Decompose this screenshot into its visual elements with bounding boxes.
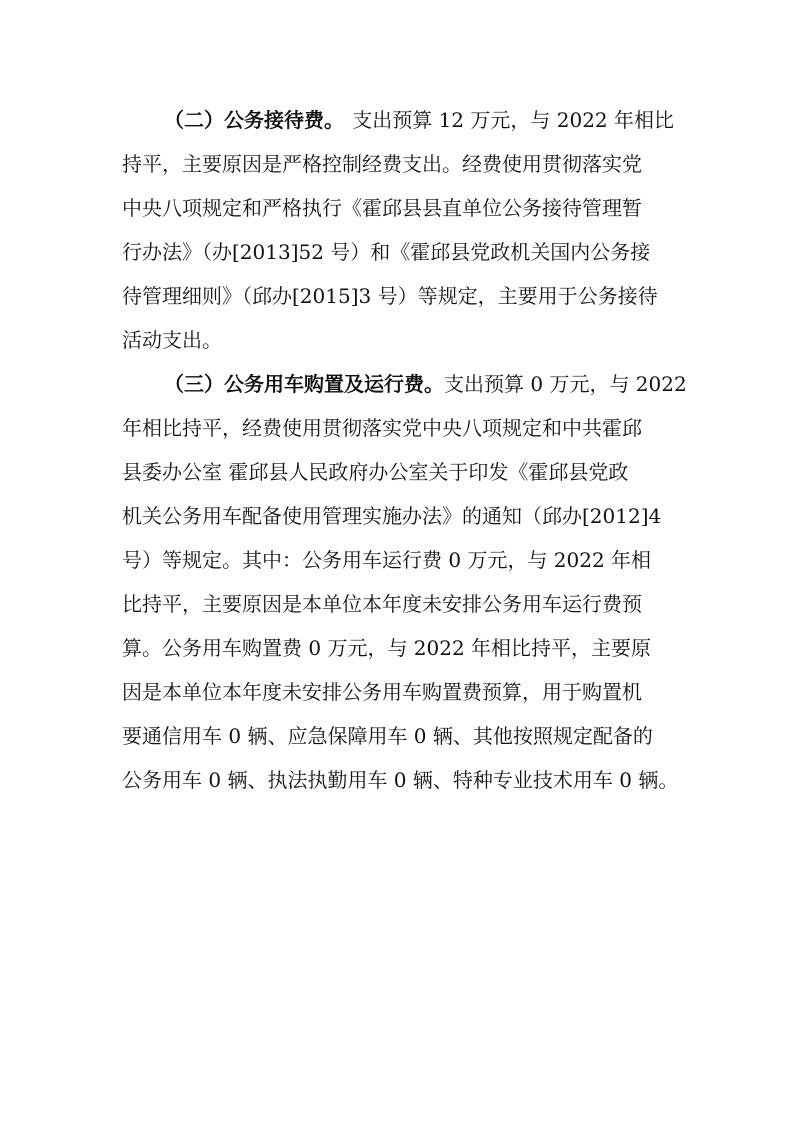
section2-text: 行办法》（办[2013]52 号）和《霍邱县党政机关国内公务接 <box>122 240 651 264</box>
section3-line-7 <box>122 626 674 670</box>
document-body <box>122 98 687 802</box>
section3-text: 年相比持平，经费使用贯彻落实党中央八项规定和中共霍邱 <box>122 416 642 440</box>
section3-text: 因是本单位本年度未安排公务用车购置费预算，用于购置机 <box>122 680 642 704</box>
section2-line-2 <box>122 142 674 186</box>
section3-line-10 <box>122 758 679 802</box>
section3-text: 县委办公室 霍邱县人民政府办公室关于印发《霍邱县党政 <box>122 460 629 484</box>
section3-line-5 <box>122 538 674 582</box>
section2-line-6 <box>122 318 674 362</box>
section2-text: 待管理细则》（邱办[2015]3 号）等规定，主要用于公务接待 <box>122 284 658 308</box>
section3-text: 支出预算 0 万元，与 2022 <box>444 372 687 396</box>
section2-text: 持平，主要原因是严格控制经费支出。经费使用贯彻落实党 <box>122 152 642 176</box>
section2-text: 支出预算 12 万元，与 2022 年相比 <box>352 108 674 132</box>
section2-line-3 <box>122 186 674 230</box>
section3-line-4 <box>122 494 674 538</box>
section3-line-2 <box>122 406 674 450</box>
section3-text: 公务用车 0 辆、执法执勤用车 0 辆、特种专业技术用车 0 辆。 <box>122 768 679 792</box>
section2-line-5 <box>122 274 674 318</box>
section3-line-1 <box>122 362 687 406</box>
section3-text: 号）等规定。其中：公务用车运行费 0 万元，与 2022 年相 <box>122 548 652 572</box>
section2-heading: （二）公务接待费。 <box>164 108 344 132</box>
section3-text: 机关公务用车配备使用管理实施办法》的通知（邱办[2012]4 <box>122 504 662 528</box>
section2-line-1 <box>122 98 674 142</box>
section3-line-3 <box>122 450 674 494</box>
section2-text: 活动支出。 <box>122 328 222 352</box>
section2-text: 中央八项规定和严格执行《霍邱县县直单位公务接待管理暂 <box>122 196 642 220</box>
section3-line-9 <box>122 714 674 758</box>
section3-line-6 <box>122 582 674 626</box>
section3-text: 算。公务用车购置费 0 万元，与 2022 年相比持平，主要原 <box>122 636 652 660</box>
section3-heading: （三）公务用车购置及运行费。 <box>164 372 444 396</box>
section3-text: 比持平，主要原因是本单位本年度未安排公务用车运行费预 <box>122 592 642 616</box>
section3-text: 要通信用车 0 辆、应急保障用车 0 辆、其他按照规定配备的 <box>122 724 653 748</box>
section3-line-8 <box>122 670 674 714</box>
section2-line-4 <box>122 230 674 274</box>
